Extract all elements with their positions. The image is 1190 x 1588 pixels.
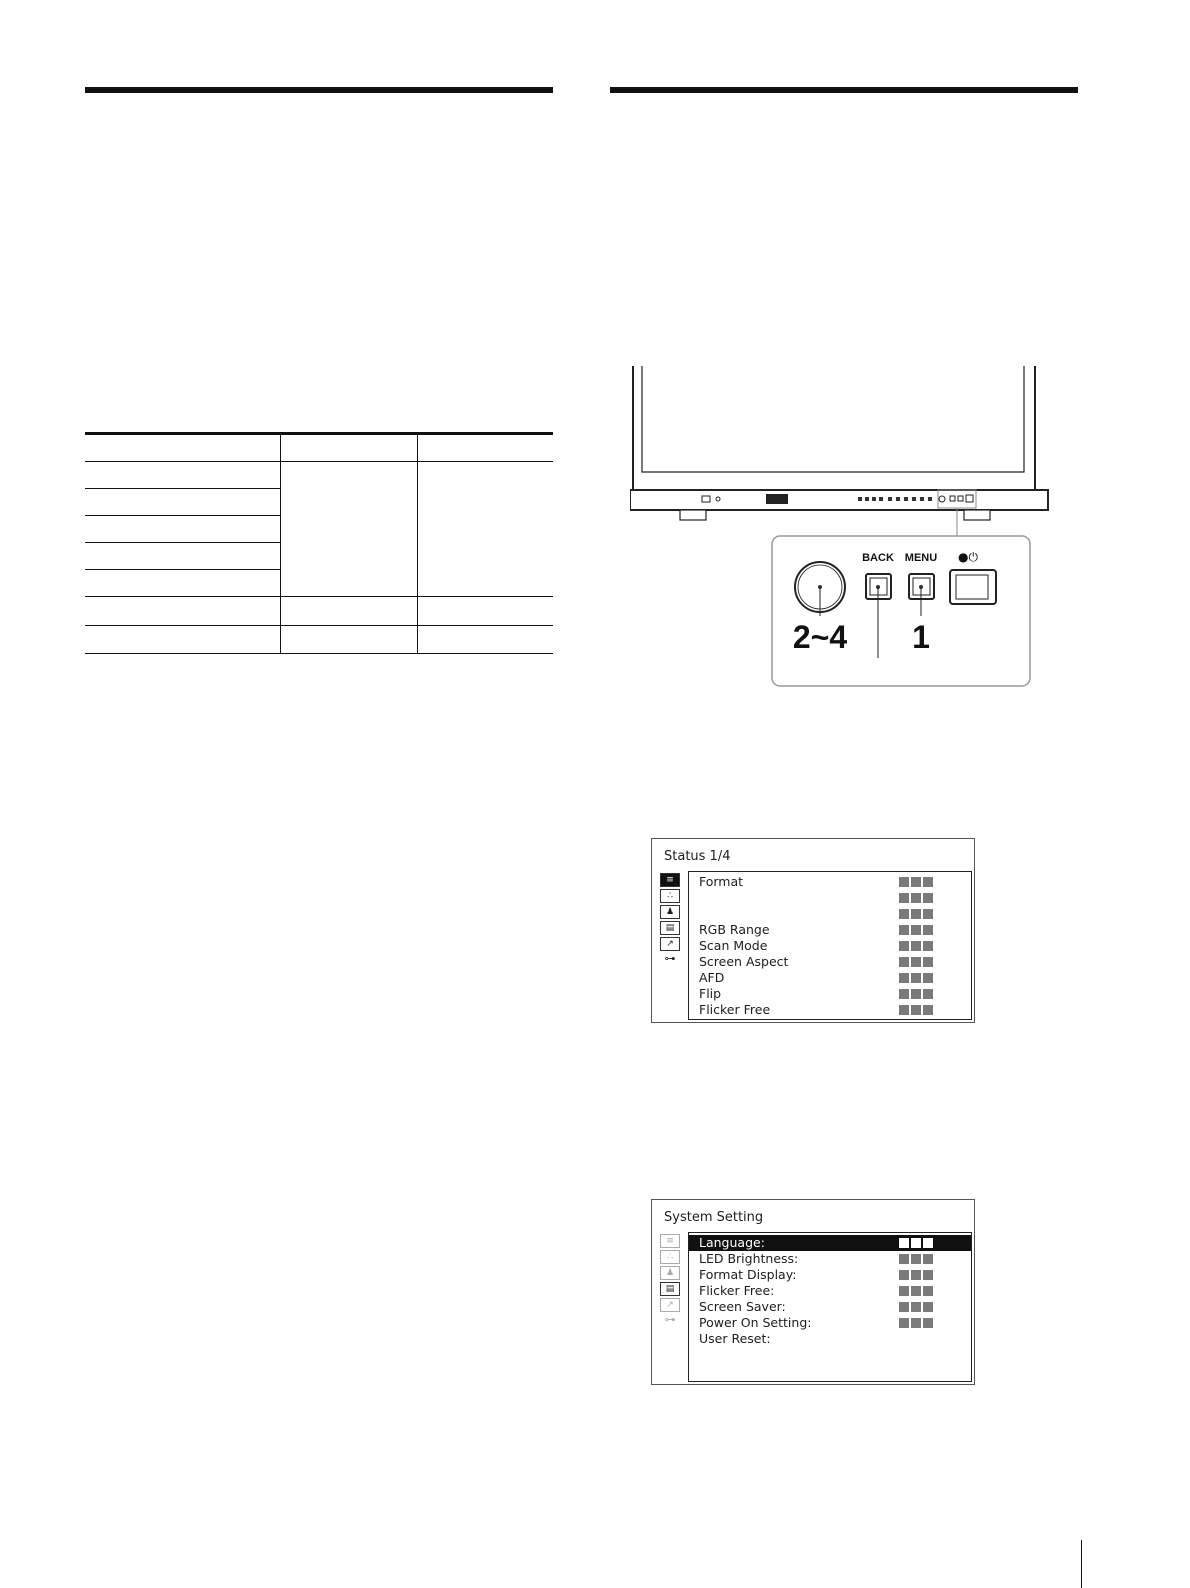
power-label: ●⏻ (958, 550, 978, 564)
value-placeholder-square (899, 973, 909, 983)
value-placeholder-square (923, 989, 933, 999)
value-placeholder-square (911, 989, 921, 999)
status-menu-screen (651, 838, 975, 1023)
menu-item-flicker-free[interactable]: Flicker Free: (699, 1283, 775, 1298)
settings-table (85, 432, 553, 654)
value-placeholder-square (923, 893, 933, 903)
table-bottom-rule (85, 653, 553, 654)
list-item: RGB Range (699, 922, 770, 937)
list-item: Scan Mode (699, 938, 768, 953)
value-placeholder-square (923, 973, 933, 983)
key-icon[interactable]: ⊶ (664, 952, 676, 965)
menu-callout: 1 (912, 619, 930, 655)
menu-item-power-on-setting[interactable]: Power On Setting: (699, 1315, 812, 1330)
right-heading-rule (610, 87, 1078, 93)
toolbox-icon[interactable]: ▤ (660, 921, 680, 935)
page-edge-mark (1081, 1540, 1082, 1588)
system-setting-screen (651, 1199, 975, 1385)
table-column-rule (417, 432, 418, 654)
knob-callout: 2~4 (792, 619, 848, 655)
value-placeholder-square (911, 1005, 921, 1015)
value-placeholder-square (911, 893, 921, 903)
value-placeholder-square (899, 909, 909, 919)
list-item: Screen Aspect (699, 954, 789, 969)
value-placeholder-square (923, 941, 933, 951)
value-placeholder-square (899, 989, 909, 999)
menu-item-screen-saver[interactable]: Screen Saver: (699, 1299, 786, 1314)
value-placeholder-square (899, 957, 909, 967)
menu-label: MENU (904, 552, 938, 564)
toolbox-icon[interactable]: ▤ (660, 1282, 680, 1296)
table-column-rule (280, 432, 281, 654)
arrow-icon[interactable]: ↗ (660, 1298, 680, 1312)
table-row-rule (85, 542, 280, 543)
value-placeholder-square (923, 1005, 933, 1015)
value-placeholder-square (923, 877, 933, 887)
value-placeholder-square (899, 941, 909, 951)
status-screen-title: Status 1/4 (664, 849, 731, 864)
table-row-rule (85, 596, 553, 597)
value-placeholder-square (923, 957, 933, 967)
value-placeholder-square (899, 877, 909, 887)
value-placeholder-square (899, 893, 909, 903)
table-row-rule (85, 488, 280, 489)
user-config-icon[interactable]: ♟ (660, 905, 680, 919)
value-placeholder-square (911, 957, 921, 967)
color-adjust-icon[interactable]: ∴ (660, 1250, 680, 1264)
list-item: AFD (699, 970, 725, 985)
menu-item-language[interactable]: Language: (689, 1235, 971, 1251)
menu-icon-column (656, 1234, 684, 1330)
table-top-rule (85, 432, 553, 435)
key-icon[interactable]: ⊶ (664, 1313, 676, 1326)
value-placeholder-square (923, 909, 933, 919)
table-row-rule (85, 569, 280, 570)
menu-item-format-display[interactable]: Format Display: (699, 1267, 797, 1282)
list-item: Flicker Free (699, 1002, 771, 1017)
user-config-icon[interactable]: ♟ (660, 1266, 680, 1280)
value-placeholder-square (911, 973, 921, 983)
menu-icon-column (656, 873, 684, 969)
value-placeholder-square (911, 909, 921, 919)
menu-item-user-reset[interactable]: User Reset: (699, 1331, 771, 1346)
back-label: BACK (862, 552, 894, 564)
status-value-squares (689, 872, 971, 1019)
value-placeholder-square (899, 925, 909, 935)
system-setting-list (688, 1232, 972, 1382)
value-placeholder-square (911, 941, 921, 951)
monitor-front-panel-figure (630, 366, 1055, 696)
status-list-icon[interactable]: ≡ (660, 1234, 680, 1248)
system-screen-title: System Setting (664, 1210, 764, 1225)
value-placeholder-square (911, 925, 921, 935)
left-heading-rule (85, 87, 553, 93)
status-list-icon[interactable]: ≡ (660, 873, 680, 887)
value-placeholder-square (911, 877, 921, 887)
arrow-icon[interactable]: ↗ (660, 937, 680, 951)
value-placeholder-square (899, 1005, 909, 1015)
table-row-rule (85, 515, 280, 516)
color-adjust-icon[interactable]: ∴ (660, 889, 680, 903)
status-list (688, 871, 972, 1020)
menu-item-led-brightness[interactable]: LED Brightness: (699, 1251, 799, 1266)
list-item: Format (699, 874, 744, 889)
table-row-rule (85, 625, 553, 626)
value-placeholder-square (923, 925, 933, 935)
table-header-rule (85, 461, 553, 462)
list-item: Flip (699, 986, 722, 1001)
